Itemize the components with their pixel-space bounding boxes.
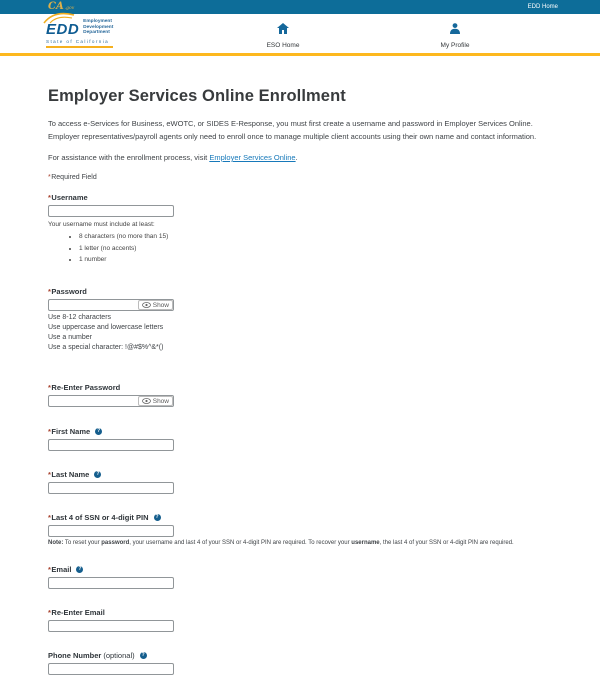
first-name-label-text: First Name — [51, 427, 91, 436]
required-asterisk: * — [48, 565, 51, 574]
note-part: , your username and last 4 of your SSN or 4-digit PIN are required. To recover your — [129, 540, 352, 546]
first-name-input[interactable] — [48, 439, 174, 451]
field-group-first-name — [48, 427, 552, 451]
nav-my-profile[interactable] — [420, 21, 490, 49]
show-button-label: Show — [152, 301, 169, 309]
required-field-note — [48, 174, 552, 181]
last-name-input[interactable] — [48, 482, 174, 494]
phone-input[interactable] — [48, 663, 174, 675]
note-part: To reset your — [63, 540, 102, 546]
username-label — [48, 193, 552, 202]
last-name-label-text: Last Name — [51, 470, 90, 479]
field-group-reenter-password — [48, 383, 552, 407]
reenter-password-label-text: Re-Enter Password — [51, 383, 121, 392]
required-asterisk: * — [48, 383, 51, 392]
home-icon — [277, 23, 289, 34]
required-asterisk: * — [48, 470, 51, 479]
ssn-pin-label-text: Last 4 of SSN or 4-digit PIN — [51, 513, 149, 522]
edd-swoosh-icon — [43, 12, 75, 24]
edd-dept-line: Employment — [83, 19, 112, 24]
reenter-password-label — [48, 383, 552, 392]
show-button-label: Show — [152, 397, 169, 405]
note-part: Note: — [48, 540, 64, 546]
help-icon[interactable]: ? — [96, 471, 100, 477]
required-asterisk: * — [48, 193, 51, 202]
person-icon — [450, 23, 460, 34]
ca-gov-logo-text: CA — [48, 1, 64, 12]
required-asterisk: * — [48, 608, 51, 617]
password-label — [48, 287, 552, 296]
phone-optional-text: (optional) — [103, 651, 135, 660]
email-label — [48, 565, 552, 574]
password-hint: Use uppercase and lowercase letters — [48, 324, 164, 331]
password-show-button[interactable] — [138, 300, 173, 310]
password-hints — [48, 313, 552, 353]
edd-logo[interactable] — [46, 19, 113, 48]
password-hint: Use a number — [48, 334, 92, 341]
required-asterisk: * — [48, 427, 51, 436]
employer-services-online-link[interactable]: Employer Services Online — [209, 153, 296, 162]
reenter-email-input[interactable] — [48, 620, 174, 632]
note-part: , the last 4 of your SSN or 4-digit PIN are required. — [379, 540, 514, 546]
nav-my-profile-label: My Profile — [440, 42, 470, 49]
ssn-pin-input[interactable] — [48, 525, 174, 537]
field-group-reenter-email — [48, 608, 552, 632]
note-part: password — [101, 540, 130, 546]
ca-gov-logo[interactable] — [48, 2, 74, 12]
field-group-email — [48, 565, 552, 589]
phone-label-text: Phone Number — [48, 651, 102, 660]
username-requirements-list — [48, 233, 552, 263]
username-requirement: • 8 characters (no more than 15) — [79, 233, 552, 240]
edd-dept-line: Department — [83, 30, 110, 36]
main-content — [0, 56, 600, 675]
assistance-line — [48, 153, 552, 162]
username-requirement: • 1 letter (no accents) — [79, 245, 552, 252]
username-requirement: • 1 number — [79, 256, 552, 263]
nav-eso-home[interactable] — [248, 21, 318, 49]
edd-logo-text: EDD — [46, 20, 80, 38]
edd-dept-line: Development — [83, 24, 114, 30]
required-field-text: Required Field — [51, 174, 97, 181]
field-group-phone — [48, 651, 552, 675]
required-asterisk: * — [48, 513, 51, 522]
password-label-text: Password — [51, 287, 87, 296]
email-label-text: Email — [51, 565, 72, 574]
assistance-suffix: . — [295, 153, 298, 162]
field-group-ssn-pin — [48, 513, 552, 546]
ca-gov-logo-suffix: .gov — [64, 6, 75, 11]
password-hint: Use a special character: !@#$%^&*() — [48, 344, 164, 351]
reenter-email-label-text: Re-Enter Email — [51, 608, 105, 617]
username-input[interactable] — [48, 205, 174, 217]
password-hint: Use 8-12 characters — [48, 314, 112, 321]
last-name-label — [48, 470, 552, 479]
nav-eso-home-label: ESO Home — [266, 42, 300, 49]
reenter-email-label — [48, 608, 552, 617]
intro-paragraph: To access e-Services for Business, eWOTC, or SIDES E-Response, you must first create a username and password in Employer Services Online. Employer representatives/payroll agents only need to enroll once to manage multiple client accounts using their own name and contact information. — [48, 119, 537, 141]
help-icon[interactable]: ? — [141, 652, 145, 658]
help-icon[interactable]: ? — [97, 428, 101, 434]
field-group-password — [48, 287, 552, 353]
ssn-pin-note — [48, 540, 552, 546]
phone-label — [48, 651, 552, 660]
field-group-username — [48, 193, 552, 263]
edd-logo-department-lines — [83, 19, 113, 37]
edd-logo-state-text: State of California — [46, 38, 113, 48]
ssn-pin-label — [48, 513, 552, 522]
note-part: username — [351, 540, 380, 546]
required-asterisk: * — [48, 174, 51, 181]
help-icon[interactable]: ? — [155, 514, 159, 520]
help-icon[interactable]: ? — [78, 566, 82, 572]
email-input[interactable] — [48, 577, 174, 589]
eye-icon — [142, 398, 151, 404]
first-name-label — [48, 427, 552, 436]
assistance-prefix: For assistance with the enrollment process, visit — [48, 153, 210, 162]
site-header — [0, 14, 600, 56]
edd-home-link[interactable]: EDD Home — [527, 4, 558, 10]
required-asterisk: * — [48, 287, 51, 296]
reenter-password-show-button[interactable] — [138, 396, 173, 406]
page-title: Employer Services Online Enrollment — [48, 87, 346, 105]
username-label-text: Username — [51, 193, 88, 202]
eye-icon — [142, 302, 151, 308]
top-utility-bar — [0, 0, 600, 14]
username-hint-title: Your username must include at least: — [48, 221, 155, 228]
field-group-last-name — [48, 470, 552, 494]
